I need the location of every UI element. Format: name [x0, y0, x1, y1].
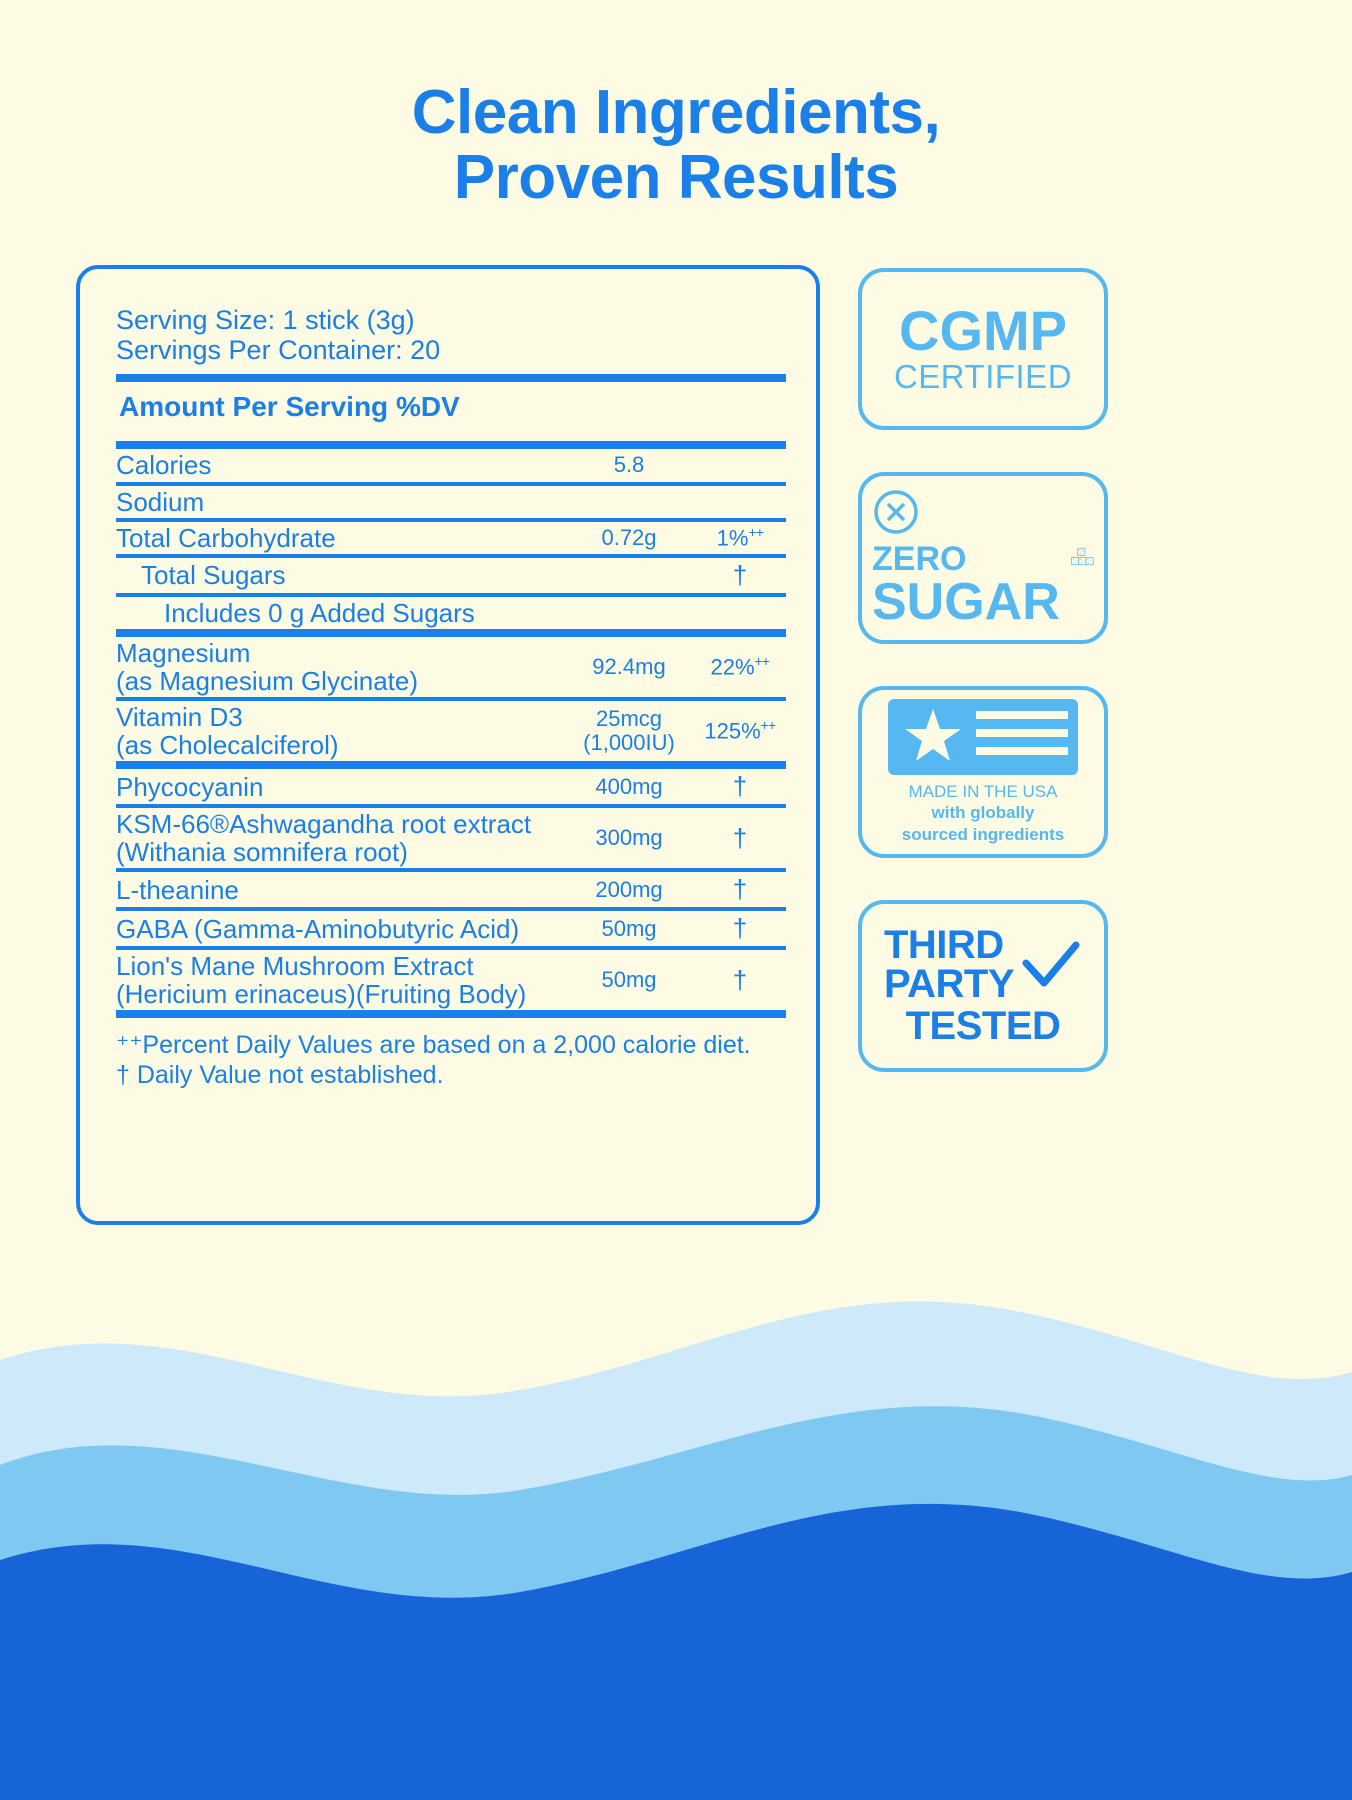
badge-zero-sugar-line1: ZERO — [872, 540, 967, 578]
badge-usa-caption-1: MADE IN THE USA — [908, 782, 1058, 802]
page-title-line-2: Proven Results — [453, 143, 899, 213]
row-daily-value: † — [694, 870, 786, 909]
wave-decoration — [0, 1240, 1352, 1800]
row-amount: 5.8 — [564, 449, 694, 483]
badge-zero-sugar — [858, 472, 1108, 644]
row-daily-value — [694, 449, 786, 483]
row-name: Phycocyanin — [116, 765, 564, 806]
badge-cgmp-title: CGMP — [899, 298, 1067, 362]
serving-size-line — [116, 305, 786, 335]
row-daily-value: † — [694, 556, 786, 595]
badge-tpt-line2: PARTY — [883, 962, 1015, 1007]
row-amount: 50mg — [564, 909, 694, 948]
row-name: Magnesium (as Magnesium Glycinate) — [116, 633, 564, 699]
table-row — [116, 699, 786, 765]
table-row — [116, 909, 786, 948]
row-amount: 92.4mg — [564, 633, 694, 699]
row-daily-value — [694, 484, 786, 520]
table-row — [116, 556, 786, 595]
row-daily-value: † — [694, 806, 786, 870]
table-row — [116, 765, 786, 806]
row-daily-value: † — [694, 948, 786, 1014]
row-daily-value: 125%++ — [694, 699, 786, 765]
row-amount: 50mg — [564, 948, 694, 1014]
row-daily-value — [694, 595, 786, 633]
row-name: Sodium — [116, 484, 564, 520]
badge-tpt-line3: TESTED — [905, 1003, 1061, 1048]
badge-zero-sugar-line2: SUGAR — [872, 573, 1060, 631]
table-row — [116, 806, 786, 870]
row-name: Vitamin D3 (as Cholecalciferol) — [116, 699, 564, 765]
row-name: Calories — [116, 449, 564, 483]
row-name: L-theanine — [116, 870, 564, 909]
row-amount — [564, 556, 694, 595]
badge-usa-caption-2: with globally — [931, 803, 1035, 823]
row-amount: 200mg — [564, 870, 694, 909]
servings-per-container-label: Servings Per Container — [116, 335, 396, 366]
footnote-daily-values: ⁺⁺Percent Daily Values are based on a 2,000 calorie diet. — [116, 1031, 751, 1060]
table-row — [116, 595, 786, 633]
row-daily-value: 1%++ — [694, 520, 786, 556]
row-daily-value: † — [694, 909, 786, 948]
row-daily-value: 22%++ — [694, 633, 786, 699]
row-name: Total Sugars — [116, 556, 564, 595]
row-name: Lion's Mane Mushroom Extract (Hericium erinaceus)(Fruiting Body) — [116, 948, 564, 1014]
table-row — [116, 870, 786, 909]
badge-third-party-tested — [858, 900, 1108, 1072]
table-row — [116, 633, 786, 699]
row-daily-value: † — [694, 765, 786, 806]
badge-cgmp-certified — [858, 268, 1108, 430]
page-title-line-1: Clean Ingredients, — [411, 78, 941, 147]
row-name: GABA (Gamma-Aminobutyric Acid) — [116, 909, 564, 948]
row-amount: 0.72g — [564, 520, 694, 556]
serving-size-label: Serving Size — [116, 305, 268, 335]
servings-per-container-value: : 20 — [395, 335, 441, 366]
badge-cgmp-subtitle: CERTIFIED — [893, 357, 1073, 395]
row-amount — [564, 595, 694, 633]
checkmark-icon — [1020, 939, 1082, 991]
badge-made-in-usa — [858, 686, 1108, 858]
table-row — [116, 948, 786, 1014]
amount-per-serving-header: Amount Per Serving %DV — [119, 391, 460, 423]
sugar-cubes-icon — [1068, 512, 1094, 604]
servings-per-container-line — [116, 335, 786, 365]
nutrition-table — [116, 449, 786, 1018]
nutrition-facts-panel — [76, 265, 820, 1225]
footnotes — [116, 1018, 786, 1090]
table-row — [116, 520, 786, 556]
divider-top — [116, 374, 786, 382]
serving-info — [116, 305, 786, 365]
row-amount — [564, 484, 694, 520]
row-amount: 300mg — [564, 806, 694, 870]
badge-tpt-line1: THIRD — [883, 923, 1004, 968]
page-title — [0, 78, 1352, 213]
certification-badges — [858, 268, 1108, 1114]
usa-flag-icon — [888, 699, 1078, 775]
row-amount: 400mg — [564, 765, 694, 806]
footnote-not-established: † Daily Value not established. — [116, 1060, 444, 1089]
table-row — [116, 449, 786, 483]
row-name: Includes 0 g Added Sugars — [116, 595, 564, 633]
serving-size-value: : 1 stick (3g) — [267, 305, 415, 335]
row-name: Total Carbohydrate — [116, 520, 564, 556]
badge-usa-caption-3: sourced ingredients — [901, 824, 1065, 844]
row-name: KSM-66®Ashwagandha root extract (Withania somnifera root) — [116, 806, 564, 870]
row-amount: 25mcg (1,000IU) — [564, 699, 694, 765]
table-row — [116, 484, 786, 520]
divider-header-bottom — [116, 441, 786, 449]
x-circle-icon — [872, 488, 920, 536]
